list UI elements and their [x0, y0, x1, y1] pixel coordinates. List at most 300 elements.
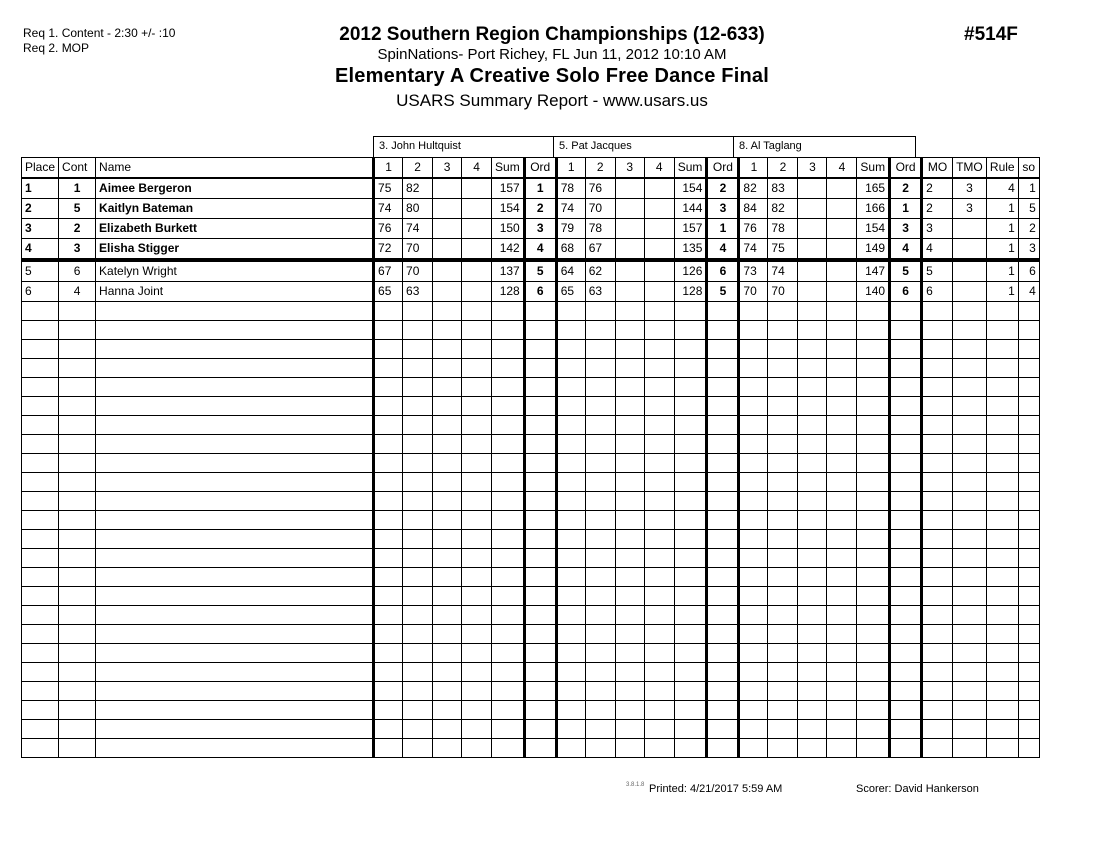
- judge-2-ordinal: [707, 340, 739, 359]
- mo-cell: [922, 530, 953, 549]
- cont-cell: [59, 587, 96, 606]
- judge-3-ordinal: 1: [890, 199, 922, 219]
- judge-1-score-1: [374, 549, 403, 568]
- judge-1-score-4: [462, 663, 492, 682]
- judge-3-score-4: [827, 530, 857, 549]
- judge-3-ordinal: [890, 739, 922, 758]
- judge-1-score-4: [462, 260, 492, 282]
- judge-1-score-4: [462, 492, 492, 511]
- judge-2-score-1: [556, 454, 585, 473]
- judge-3-sum: 149: [857, 239, 890, 261]
- rule-cell: [986, 549, 1018, 568]
- judge-2-sum: [674, 568, 707, 587]
- table-row: [22, 435, 1040, 454]
- place-cell: [22, 720, 59, 739]
- judge-3-ordinal: [890, 663, 922, 682]
- judge-1-score-3: [433, 511, 462, 530]
- judge-2-sum: [674, 587, 707, 606]
- tmo-cell: 3: [953, 199, 987, 219]
- judge-2-ordinal: [707, 701, 739, 720]
- judge-2-score-1: [556, 606, 585, 625]
- rule-cell: [986, 739, 1018, 758]
- judge-3-sum: [857, 682, 890, 701]
- judge-3-ordinal: [890, 473, 922, 492]
- judge-3-ordinal: 5: [890, 260, 922, 282]
- judge-1-score-1: 74: [374, 199, 403, 219]
- table-row: [22, 219, 1040, 239]
- judge-2-score-4: [644, 340, 674, 359]
- judge-2-ordinal: [707, 739, 739, 758]
- judge-1-score-2: [403, 321, 433, 340]
- judge-1-score-2: 70: [403, 239, 433, 261]
- judge-2-ordinal: 6: [707, 260, 739, 282]
- judge-3-score-1: [739, 568, 768, 587]
- judge-3-score-2: [768, 720, 798, 739]
- judge-2-ordinal: [707, 568, 739, 587]
- place-cell: [22, 454, 59, 473]
- mo-cell: 4: [922, 239, 953, 261]
- mo-cell: [922, 397, 953, 416]
- cont-cell: [59, 435, 96, 454]
- so-cell: [1018, 587, 1039, 606]
- judge-1-score-1: [374, 435, 403, 454]
- cont-cell: [59, 625, 96, 644]
- judge-2-sum: [674, 397, 707, 416]
- table-row: [22, 199, 1040, 219]
- judge-1-score-1: [374, 644, 403, 663]
- judge-3-ordinal: [890, 397, 922, 416]
- judge-1-score-4: [462, 282, 492, 302]
- judge-2-score-2: [585, 568, 615, 587]
- rule-cell: [986, 397, 1018, 416]
- judge-1-score-1: [374, 511, 403, 530]
- judge-3-score-1: [739, 359, 768, 378]
- judge-2-score-3: [615, 260, 644, 282]
- rule-cell: [986, 454, 1018, 473]
- judge-2-score-2: [585, 511, 615, 530]
- judge-1-score-4: [462, 511, 492, 530]
- header-judge-1-col-4: 4: [462, 158, 492, 179]
- judge-2-score-1: [556, 492, 585, 511]
- table-row: [22, 549, 1040, 568]
- judge-1-score-3: [433, 199, 462, 219]
- judge-2-sum: 126: [674, 260, 707, 282]
- judge-2-sum: [674, 663, 707, 682]
- judge-1-score-1: [374, 397, 403, 416]
- judge-1-score-3: [433, 178, 462, 199]
- rule-cell: [986, 321, 1018, 340]
- judge-3-ordinal: [890, 587, 922, 606]
- judge-1-ordinal: [524, 682, 556, 701]
- judge-1-ordinal: 4: [524, 239, 556, 261]
- judge-2-score-3: [615, 663, 644, 682]
- judge-2-ordinal: 4: [707, 239, 739, 261]
- judge-3-ordinal: [890, 720, 922, 739]
- tmo-cell: [953, 260, 987, 282]
- so-cell: [1018, 435, 1039, 454]
- judge-2-score-2: [585, 397, 615, 416]
- judge-3-score-3: [798, 720, 827, 739]
- rule-cell: [986, 606, 1018, 625]
- mo-cell: [922, 302, 953, 321]
- judge-1-score-2: 74: [403, 219, 433, 239]
- judge-3-ordinal: [890, 701, 922, 720]
- rule-cell: [986, 644, 1018, 663]
- judge-2-ordinal: [707, 625, 739, 644]
- judge-2-score-3: [615, 701, 644, 720]
- place-cell: [22, 663, 59, 682]
- table-header-row: [22, 158, 1040, 179]
- judge-3-score-4: [827, 416, 857, 435]
- place-cell: [22, 682, 59, 701]
- tmo-cell: [953, 473, 987, 492]
- place-cell: 6: [22, 282, 59, 302]
- judge-2-ordinal: [707, 530, 739, 549]
- judge-2-ordinal: [707, 397, 739, 416]
- place-cell: [22, 644, 59, 663]
- place-cell: [22, 625, 59, 644]
- judge-3-score-1: [739, 511, 768, 530]
- place-cell: [22, 568, 59, 587]
- judge-2-score-1: [556, 321, 585, 340]
- judge-1-score-4: [462, 606, 492, 625]
- judge-2-score-1: 65: [556, 282, 585, 302]
- tmo-cell: [953, 239, 987, 261]
- judge-3-score-1: [739, 492, 768, 511]
- table-row: [22, 302, 1040, 321]
- judge-3-score-4: [827, 260, 857, 282]
- software-version: 3.8.1.8: [626, 782, 645, 788]
- judge-3-sum: [857, 587, 890, 606]
- so-cell: [1018, 625, 1039, 644]
- judge-1-sum: 150: [492, 219, 525, 239]
- judge-3-score-2: 82: [768, 199, 798, 219]
- judge-2-score-4: [644, 606, 674, 625]
- judge-2-sum: 154: [674, 178, 707, 199]
- judge-1-score-3: [433, 663, 462, 682]
- tmo-cell: [953, 359, 987, 378]
- judge-2-sum: [674, 625, 707, 644]
- judge-3-score-4: [827, 359, 857, 378]
- cont-cell: [59, 701, 96, 720]
- header-place: Place: [22, 158, 59, 179]
- tmo-cell: [953, 644, 987, 663]
- judge-2-sum: [674, 644, 707, 663]
- judge-3-sum: [857, 739, 890, 758]
- judge-1-score-3: [433, 625, 462, 644]
- judge-2-ordinal: [707, 321, 739, 340]
- judge-3-score-1: 76: [739, 219, 768, 239]
- cont-cell: [59, 511, 96, 530]
- cont-cell: [59, 530, 96, 549]
- judge-1-score-2: [403, 359, 433, 378]
- mo-cell: [922, 340, 953, 359]
- so-cell: 1: [1018, 178, 1039, 199]
- judge-3-score-1: [739, 720, 768, 739]
- table-row: [22, 511, 1040, 530]
- judge-2-ordinal: [707, 378, 739, 397]
- mo-cell: [922, 492, 953, 511]
- judge-2-ordinal: [707, 302, 739, 321]
- judge-2-score-2: [585, 720, 615, 739]
- rule-cell: 4: [986, 178, 1018, 199]
- judge-3-score-4: [827, 473, 857, 492]
- so-cell: [1018, 378, 1039, 397]
- skater-name: [96, 549, 374, 568]
- header-judge-1-col-5: Sum: [492, 158, 525, 179]
- judge-1-score-2: [403, 302, 433, 321]
- judge-3-score-2: [768, 701, 798, 720]
- mo-cell: 5: [922, 260, 953, 282]
- cont-cell: [59, 340, 96, 359]
- judge-2-score-2: [585, 682, 615, 701]
- judge-3-score-2: [768, 473, 798, 492]
- tmo-cell: [953, 530, 987, 549]
- judge-3-score-1: 73: [739, 260, 768, 282]
- rule-cell: [986, 340, 1018, 359]
- judge-3-score-2: 75: [768, 239, 798, 261]
- so-cell: [1018, 720, 1039, 739]
- rule-cell: [986, 625, 1018, 644]
- judge-2-sum: [674, 340, 707, 359]
- judge-1-score-2: [403, 530, 433, 549]
- judge-1-ordinal: [524, 587, 556, 606]
- judge-2-score-2: [585, 473, 615, 492]
- skater-name: [96, 739, 374, 758]
- judge-2-score-1: [556, 739, 585, 758]
- tmo-cell: [953, 302, 987, 321]
- judge-1-score-4: [462, 587, 492, 606]
- judge-1-ordinal: [524, 340, 556, 359]
- skater-name: [96, 625, 374, 644]
- judge-2-sum: [674, 378, 707, 397]
- judge-1-score-1: [374, 416, 403, 435]
- judge-1-score-2: 80: [403, 199, 433, 219]
- judge-2-sum: [674, 606, 707, 625]
- judge-2-score-3: [615, 219, 644, 239]
- judge-1-score-4: [462, 378, 492, 397]
- judge-2-score-1: 79: [556, 219, 585, 239]
- judge-3-score-4: [827, 492, 857, 511]
- judge-2-score-4: [644, 435, 674, 454]
- skater-name: [96, 587, 374, 606]
- judge-3-score-4: [827, 282, 857, 302]
- judge-2-score-4: [644, 260, 674, 282]
- mo-cell: [922, 663, 953, 682]
- judge-3-score-3: [798, 239, 827, 261]
- judge-1-score-3: [433, 720, 462, 739]
- place-cell: 3: [22, 219, 59, 239]
- skater-name: [96, 340, 374, 359]
- judge-2-score-4: [644, 492, 674, 511]
- table-row: [22, 530, 1040, 549]
- cont-cell: [59, 359, 96, 378]
- judge-1-score-3: [433, 239, 462, 261]
- judge-2-score-1: [556, 416, 585, 435]
- tmo-cell: [953, 321, 987, 340]
- rule-cell: 1: [986, 199, 1018, 219]
- judge-1-ordinal: [524, 378, 556, 397]
- judge-1-score-3: [433, 568, 462, 587]
- judge-3-score-3: [798, 397, 827, 416]
- header-judge-2-col-3: 3: [615, 158, 644, 179]
- place-cell: [22, 321, 59, 340]
- judge-1-score-2: [403, 739, 433, 758]
- judge-3-score-2: [768, 397, 798, 416]
- judge-3-ordinal: [890, 644, 922, 663]
- judge-2-score-4: [644, 568, 674, 587]
- judge-2-score-1: [556, 720, 585, 739]
- judge-2-score-3: [615, 549, 644, 568]
- judge-3-score-4: [827, 587, 857, 606]
- judge-3-score-4: [827, 663, 857, 682]
- judge-2-score-4: [644, 530, 674, 549]
- judge-1-sum: [492, 473, 525, 492]
- judge-1-score-1: [374, 701, 403, 720]
- mo-cell: [922, 606, 953, 625]
- judge-1-score-3: [433, 397, 462, 416]
- judge-1-score-2: [403, 435, 433, 454]
- judge-2-score-2: [585, 321, 615, 340]
- cont-cell: 4: [59, 282, 96, 302]
- judge-3-score-3: [798, 568, 827, 587]
- judge-2-ordinal: [707, 606, 739, 625]
- judge-1-score-2: [403, 682, 433, 701]
- header-judge-1-col-6: Ord: [524, 158, 556, 179]
- judge-3-ordinal: [890, 682, 922, 701]
- judge-3-score-3: [798, 682, 827, 701]
- judge-3-score-3: [798, 282, 827, 302]
- judge-1-sum: [492, 739, 525, 758]
- judge-3-score-4: [827, 199, 857, 219]
- judge-2-score-2: 78: [585, 219, 615, 239]
- judge-3-ordinal: [890, 606, 922, 625]
- skater-name: [96, 416, 374, 435]
- skater-name: [96, 606, 374, 625]
- so-cell: [1018, 340, 1039, 359]
- tmo-cell: [953, 282, 987, 302]
- judge-2-score-2: [585, 454, 615, 473]
- judge-1-ordinal: [524, 416, 556, 435]
- judge-3-ordinal: 2: [890, 178, 922, 199]
- judge-3-score-3: [798, 219, 827, 239]
- judge-2-score-2: [585, 435, 615, 454]
- judge-1-sum: [492, 454, 525, 473]
- judge-3-score-2: [768, 644, 798, 663]
- skater-name: Katelyn Wright: [96, 260, 374, 282]
- judge-1-score-3: [433, 530, 462, 549]
- header-judge-3-col-3: 3: [798, 158, 827, 179]
- judge-1-ordinal: [524, 739, 556, 758]
- mo-cell: [922, 321, 953, 340]
- judge-1-score-1: [374, 492, 403, 511]
- judge-3-score-3: [798, 644, 827, 663]
- judge-2-sum: [674, 511, 707, 530]
- judge-2-score-4: [644, 359, 674, 378]
- judge-3-ordinal: [890, 378, 922, 397]
- judge-2-score-1: 68: [556, 239, 585, 261]
- printed-timestamp: Printed: 4/21/2017 5:59 AM: [649, 783, 783, 795]
- judge-1-score-3: [433, 435, 462, 454]
- judge-2-ordinal: [707, 663, 739, 682]
- skater-name: Elizabeth Burkett: [96, 219, 374, 239]
- table-row: [22, 239, 1040, 261]
- skater-name: [96, 492, 374, 511]
- judge-3-ordinal: [890, 340, 922, 359]
- judge-3-score-2: 74: [768, 260, 798, 282]
- judge-2-score-2: [585, 549, 615, 568]
- rule-cell: [986, 663, 1018, 682]
- cont-cell: [59, 568, 96, 587]
- judge-1-score-2: [403, 720, 433, 739]
- tmo-cell: [953, 340, 987, 359]
- judge-3-score-4: [827, 454, 857, 473]
- judge-3-sum: [857, 321, 890, 340]
- judge-1-score-4: [462, 178, 492, 199]
- judge-1-ordinal: [524, 359, 556, 378]
- tmo-cell: [953, 454, 987, 473]
- table-row: [22, 260, 1040, 282]
- judge-3-score-3: [798, 378, 827, 397]
- judge-1-ordinal: 3: [524, 219, 556, 239]
- skater-name: [96, 302, 374, 321]
- judge-2-score-2: 67: [585, 239, 615, 261]
- judge-2-ordinal: [707, 435, 739, 454]
- judge-3-score-2: [768, 378, 798, 397]
- judge-1-score-2: 70: [403, 260, 433, 282]
- mo-cell: [922, 359, 953, 378]
- mo-cell: [922, 701, 953, 720]
- rule-cell: [986, 378, 1018, 397]
- judge-1-ordinal: [524, 568, 556, 587]
- judge-3-score-3: [798, 549, 827, 568]
- judge-3-score-2: [768, 625, 798, 644]
- judge-2-sum: [674, 359, 707, 378]
- judge-2-sum: [674, 530, 707, 549]
- judge-2-score-1: [556, 663, 585, 682]
- judge-2-score-2: [585, 644, 615, 663]
- judge-1-score-3: [433, 359, 462, 378]
- judge-3-score-2: 78: [768, 219, 798, 239]
- judge-3-score-2: [768, 340, 798, 359]
- so-cell: [1018, 663, 1039, 682]
- rule-cell: 1: [986, 282, 1018, 302]
- judge-3-score-1: [739, 549, 768, 568]
- results-table: [21, 157, 1040, 758]
- mo-cell: [922, 682, 953, 701]
- cont-cell: [59, 397, 96, 416]
- so-cell: [1018, 739, 1039, 758]
- judge-3-score-3: [798, 199, 827, 219]
- place-cell: [22, 492, 59, 511]
- cont-cell: [59, 606, 96, 625]
- judge-2-score-3: [615, 625, 644, 644]
- mo-cell: [922, 720, 953, 739]
- cont-cell: 3: [59, 239, 96, 261]
- judge-3-score-2: [768, 321, 798, 340]
- tmo-cell: [953, 606, 987, 625]
- mo-cell: [922, 435, 953, 454]
- competition-title: 2012 Southern Region Championships (12-633): [339, 24, 765, 45]
- judge-3-ordinal: [890, 625, 922, 644]
- judge-3-ordinal: 6: [890, 282, 922, 302]
- cont-cell: [59, 720, 96, 739]
- judge-3-score-3: [798, 511, 827, 530]
- mo-cell: [922, 644, 953, 663]
- judge-1-score-1: [374, 587, 403, 606]
- judge-2-score-2: [585, 701, 615, 720]
- header-judge-1-col-1: 1: [374, 158, 403, 179]
